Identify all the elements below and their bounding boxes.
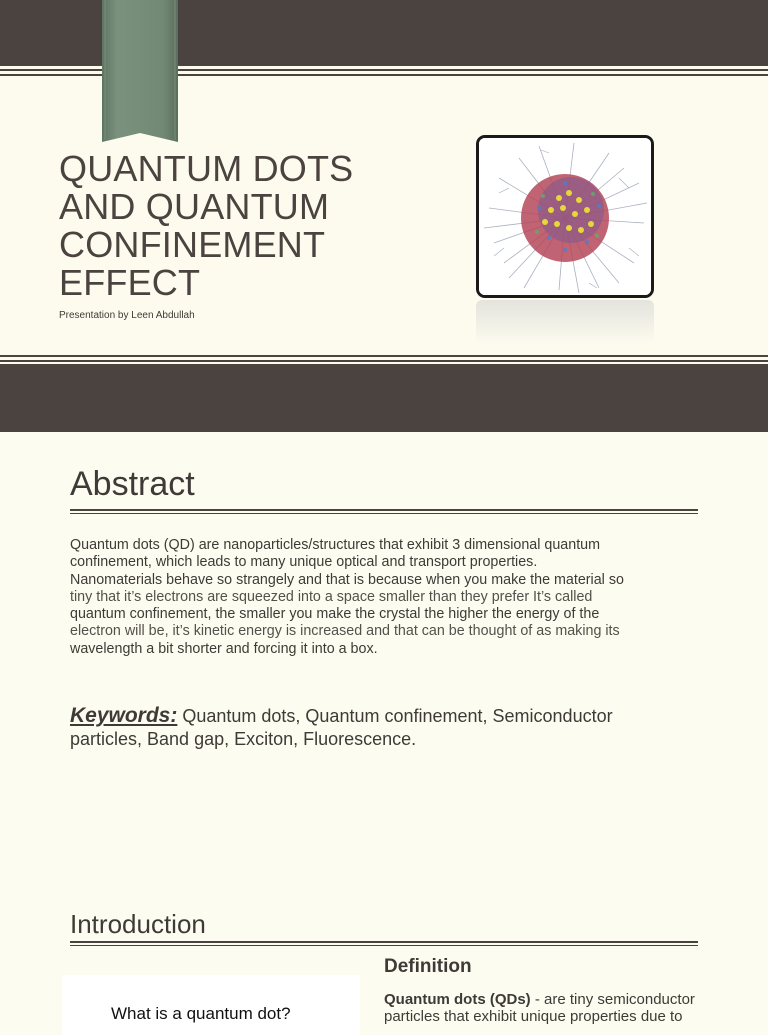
abstract-line: electron will be, it’s kinetic energy is increased and that can be thought of as making its <box>70 623 620 640</box>
quantum-dot-image <box>476 135 654 298</box>
definition-term: Quantum dots (QDs) <box>384 991 531 1008</box>
divider <box>0 360 768 362</box>
definition-line: particles that exhibit unique properties due to <box>384 1008 683 1025</box>
bottom-band <box>0 364 768 432</box>
quantum-dot-nanocrystal-icon <box>479 138 651 295</box>
heading-underline <box>70 509 698 514</box>
definition-heading: Definition <box>384 956 472 977</box>
video-card-title: What is a quantum dot? <box>111 1004 291 1023</box>
title-line: EFFECT <box>59 262 201 303</box>
keywords-list: Quantum dots, Quantum confinement, Semiconductor <box>177 706 613 726</box>
abstract-line: wavelength a bit shorter and forcing it into a box. <box>70 640 378 657</box>
keywords-list-continued: particles, Band gap, Exciton, Fluorescence. <box>70 729 417 749</box>
keywords-label: Keywords: <box>70 704 178 727</box>
heading-underline <box>70 941 698 946</box>
abstract-line: tiny that it’s electrons are squeezed into a space smaller than they prefer It’s called <box>70 588 593 605</box>
abstract-line: quantum confinement, the smaller you make the crystal the higher the energy of the <box>70 606 600 623</box>
title-line: QUANTUM DOTS <box>59 148 354 189</box>
divider <box>0 355 768 357</box>
title-line: AND QUANTUM <box>59 186 330 227</box>
title-line: CONFINEMENT <box>59 224 326 265</box>
abstract-line: Nanomaterials behave so strangely and that is because when you make the material so <box>70 571 624 588</box>
title-slide <box>0 0 768 432</box>
presentation-title <box>59 150 419 302</box>
presenter-subtitle: Presentation by Leen Abdullah <box>59 310 195 321</box>
introduction-heading: Introduction <box>70 909 206 939</box>
abstract-line: confinement, which leads to many unique optical and transport properties. <box>70 554 538 571</box>
definition-body <box>384 991 744 1025</box>
ribbon-bookmark-icon <box>102 0 178 142</box>
abstract-body <box>70 537 710 658</box>
definition-line <box>384 991 744 1008</box>
abstract-heading: Abstract <box>70 465 195 503</box>
image-reflection <box>476 300 654 344</box>
keywords-paragraph <box>70 704 710 751</box>
definition-text: - are tiny semiconductor <box>530 991 695 1008</box>
abstract-line: Quantum dots (QD) are nanoparticles/structures that exhibit 3 dimensional quantum <box>70 537 601 553</box>
